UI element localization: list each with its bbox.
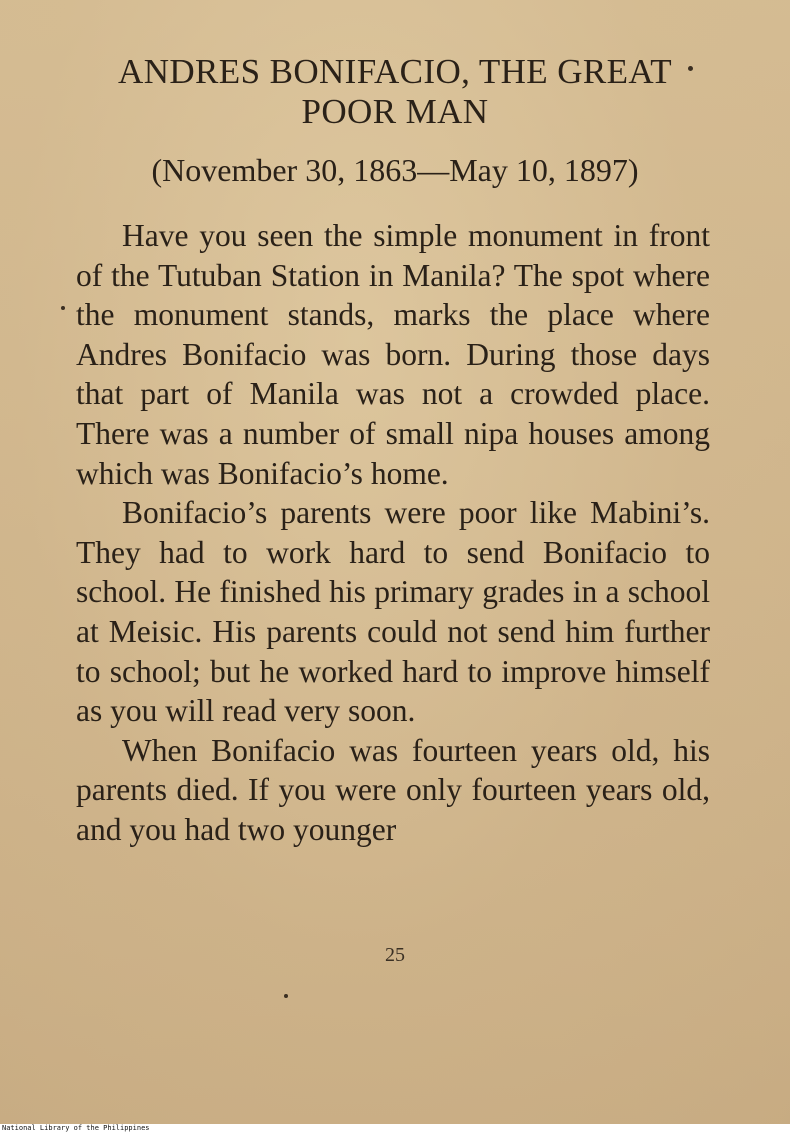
chapter-dates: (November 30, 1863—May 10, 1897) — [151, 152, 639, 188]
print-speck — [688, 66, 693, 71]
chapter-title-line-1: ANDRES BONIFACIO, THE GREAT — [118, 52, 672, 91]
page-number: 25 — [385, 944, 405, 966]
footer-credit: National Library of the Philippines — [2, 1124, 150, 1132]
scan-footer — [0, 1124, 790, 1133]
chapter-title-line-2: POOR MAN — [301, 92, 489, 131]
print-speck — [61, 306, 65, 310]
body-text — [76, 216, 710, 850]
print-speck — [284, 994, 288, 998]
chapter-title — [60, 52, 730, 132]
paragraph-2: Bonifacio’s parents were poor like Mabini’s. They had to work hard to send Bonifacio to school. He finished his primary grades in a school at Meisic. His parents could not send him further to school; but he worked hard to improve himself as you will read very soon. — [76, 495, 710, 729]
paragraph-3: When Bonifacio was fourteen years old, his parents died. If you were only fourteen years old, and you had two younger — [76, 732, 710, 847]
paragraph-1: Have you seen the simple monument in front of the Tutuban Station in Manila? The spot where the monument stands, marks the place where Andres Bonifacio was born. During those days that part of Manila was not a crowded place. There was a number of small nipa houses among which was Bonifacio’s home. — [76, 218, 710, 491]
